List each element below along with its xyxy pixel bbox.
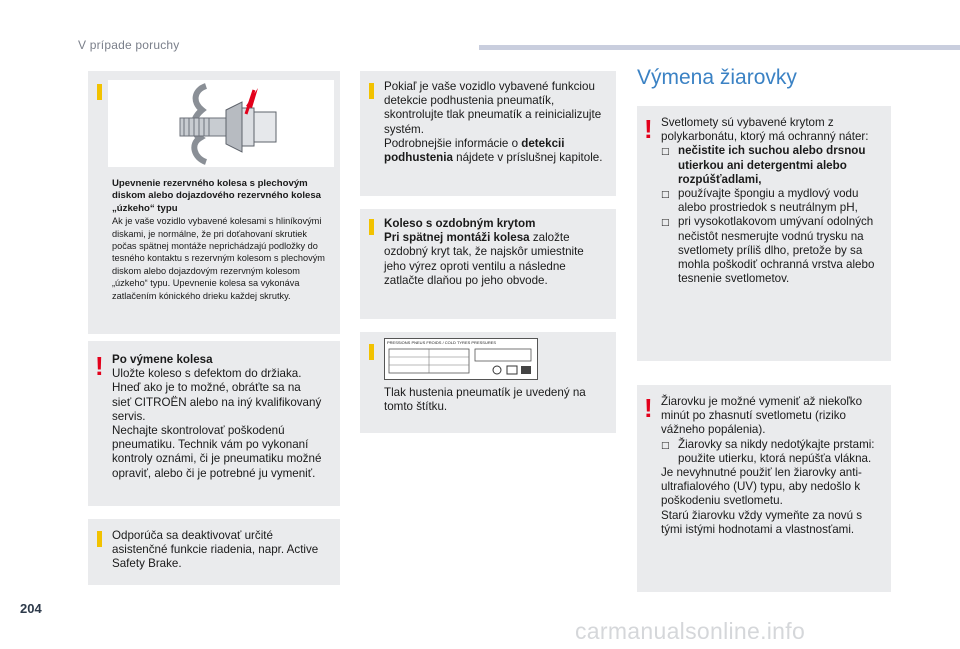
headlight-b3-line-5: tesnenie svetlometov. bbox=[678, 272, 790, 286]
bulb-line-8: tými istými hodnotami a vlastnosťami. bbox=[661, 522, 855, 536]
info-marker-icon bbox=[369, 83, 374, 99]
hubcap-box-line-5: zatlačte dlaňou po jeho obvode. bbox=[384, 273, 548, 287]
tyre-label-header: PRESSIONS PNEUS FROIDS / COLD TYRES PRESSURES bbox=[387, 340, 497, 345]
square-bullet-icon: □ bbox=[661, 218, 670, 229]
watermark[interactable]: carmanualsonline.info bbox=[575, 618, 806, 644]
info-marker-icon bbox=[369, 344, 374, 360]
pressure-box-line-6a: podhustenia bbox=[384, 151, 453, 165]
page-number: 204 bbox=[20, 601, 42, 616]
after-box-line-4: servis. bbox=[112, 409, 146, 423]
tyre-pressure-label-image bbox=[384, 338, 538, 380]
wheel-box-line-2: diskami, je normálne, že pri doťahovaní skrutiek bbox=[112, 228, 307, 239]
pressure-box-line-4: systém. bbox=[384, 122, 424, 136]
headlight-b3-line-4: mohla poškodiť ochranná vrstva alebo bbox=[678, 258, 875, 272]
headlight-b2-line-2: alebo prostriedok s neutrálnym pH, bbox=[678, 201, 858, 215]
after-box-line-8: opraviť, alebo či je potrebné ju vymeniť. bbox=[112, 466, 316, 480]
wheel-box-line-5: diskom alebo dojazdovým rezervným kolesom bbox=[112, 265, 300, 276]
wheel-box-line-7: zatlačením kónického drieku každej skrutky. bbox=[112, 290, 291, 301]
bulb-replacement-box bbox=[637, 385, 891, 592]
wheel-box-line-1: Ak je vaše vozidlo vybavené kolesami s hliníkovými bbox=[112, 216, 322, 227]
section-title: Výmena žiarovky bbox=[637, 66, 797, 89]
warning-exclamation-icon: ! bbox=[644, 114, 653, 144]
bulb-line-2: minút po zhasnutí svetlometu (riziko bbox=[661, 409, 846, 423]
pressure-box-line-1: Pokiaľ je vaše vozidlo vybavené funkciou bbox=[384, 80, 595, 93]
assist-box-line-1: Odporúča sa deaktivovať určité bbox=[112, 529, 273, 542]
wheel-fixing-box bbox=[88, 71, 340, 334]
headlight-line-2: polykarbonátu, ktorý má ochranný náter: bbox=[661, 130, 869, 144]
headlight-b3-line-1: pri vysokotlakovom umývaní odolných bbox=[678, 215, 874, 229]
warning-exclamation-icon: ! bbox=[95, 351, 104, 381]
page-header-title: V prípade poruchy bbox=[78, 38, 180, 52]
hubcap-box-line-2b: založte bbox=[529, 231, 570, 245]
hubcap-box-line-2a: Pri spätnej montáži kolesa bbox=[384, 231, 530, 245]
bulb-line-3: vážneho popálenia). bbox=[661, 423, 766, 437]
bulb-line-6: poškodeniu svetlometu. bbox=[661, 494, 783, 508]
wheel-bolt-illustration bbox=[108, 80, 334, 167]
square-bullet-icon: □ bbox=[661, 440, 670, 451]
after-box-line-2: Hneď ako je to možné, obráťte sa na bbox=[112, 381, 301, 395]
bulb-line-5: ultrafialového (UV) typu, aby nedošlo k bbox=[661, 480, 861, 494]
header-bar bbox=[479, 45, 960, 50]
bulb-line-4: Je nevyhnutné použiť len žiarovky anti- bbox=[661, 466, 862, 480]
hubcap-box-line-3: ozdobný kryt tak, že najskôr umiestnite bbox=[384, 245, 584, 259]
headlight-b3-line-3: svetlomety príliš dlho, pretože by sa bbox=[678, 243, 863, 257]
headlight-b2-line-1: používajte špongiu a mydlový vodu bbox=[678, 187, 859, 201]
wheel-box-line-3: počas spätnej montáže neprichádzajú podložky do bbox=[112, 241, 318, 252]
bulb-b1-line-2: použite utierku, ktorá nepúšťa vlákna. bbox=[678, 451, 872, 465]
after-box-line-7: kontroly oznámi, či je pneumatiku možné bbox=[112, 452, 322, 466]
hubcap-box-title: Koleso s ozdobným krytom bbox=[384, 217, 536, 230]
headlight-b1-line-3: rozpúšťadlami, bbox=[678, 172, 762, 186]
pressure-box-line-6b: nájdete v príslušnej kapitole. bbox=[452, 151, 603, 165]
bulb-line-7: Starú žiarovku vždy vymeňte za novú s bbox=[661, 508, 863, 522]
pressure-box-line-5a: Podrobnejšie informácie o bbox=[384, 136, 522, 150]
underinflation-box bbox=[360, 71, 616, 196]
after-box-line-1: Uložte koleso s defektom do držiaka. bbox=[112, 367, 302, 381]
square-bullet-icon: □ bbox=[661, 190, 670, 201]
headlight-b1-line-1: nečistite ich suchou alebo drsnou bbox=[678, 144, 866, 158]
bulb-b1-line-1: Žiarovky sa nikdy nedotýkajte prstami: bbox=[678, 437, 875, 451]
info-marker-icon bbox=[369, 219, 374, 235]
bulb-line-1: Žiarovku je možné vymeniť až niekoľko bbox=[661, 395, 863, 408]
assist-functions-box bbox=[88, 519, 340, 585]
label-box-line-1: Tlak hustenia pneumatík je uvedený na bbox=[384, 386, 586, 399]
hubcap-box-line-4: jeho výrez oproti ventilu a následne bbox=[384, 259, 566, 273]
tyre-label-box bbox=[360, 332, 616, 433]
pressure-box-line-3: skontrolujte tlak pneumatík a reinicializujte bbox=[384, 108, 602, 122]
label-box-line-2: tomto štítku. bbox=[384, 400, 448, 414]
pressure-box-line-2: detekcie podhustenia pneumatík, bbox=[384, 94, 555, 108]
headlight-line-1: Svetlomety sú vybavené krytom z bbox=[661, 116, 834, 129]
square-bullet-icon: □ bbox=[661, 147, 670, 158]
wheel-box-title-3: „úzkeho“ typu bbox=[112, 202, 178, 214]
headlight-b1-line-2: utierkou ani detergentmi alebo bbox=[678, 158, 847, 172]
info-marker-icon bbox=[97, 531, 102, 547]
after-wheel-change-box bbox=[88, 341, 340, 506]
wheel-box-title-1: Upevnenie rezervného kolesa s plechovým bbox=[112, 178, 308, 189]
assist-box-line-3: Safety Brake. bbox=[112, 557, 182, 571]
after-box-line-5: Nechajte skontrolovať poškodenú bbox=[112, 424, 285, 438]
assist-box-line-2: asistenčné funkcie riadenia, napr. Active bbox=[112, 543, 319, 557]
after-box-line-6: pneumatiku. Technik vám po vykonaní bbox=[112, 438, 309, 452]
hubcap-box bbox=[360, 209, 616, 319]
after-box-title: Po výmene kolesa bbox=[112, 353, 213, 366]
pressure-box-line-5b: detekcii bbox=[521, 136, 565, 150]
info-marker-icon bbox=[97, 84, 102, 100]
warning-exclamation-icon: ! bbox=[644, 393, 653, 423]
wheel-box-line-6: „úzkeho“ typu. Upevnenie kolesa sa vykonáva bbox=[112, 278, 300, 289]
after-box-line-3: sieť CITROËN alebo na iný kvalifikovaný bbox=[112, 395, 322, 409]
headlight-b3-line-2: nečistôt nesmerujte vodnú trysku na bbox=[678, 229, 864, 243]
headlight-care-box bbox=[637, 106, 891, 361]
wheel-box-line-4: tesného kontaktu s rezervným kolesom s plechovým bbox=[112, 253, 325, 264]
wheel-box-title-2: diskom alebo dojazdového rezervného kolesa bbox=[112, 190, 321, 202]
